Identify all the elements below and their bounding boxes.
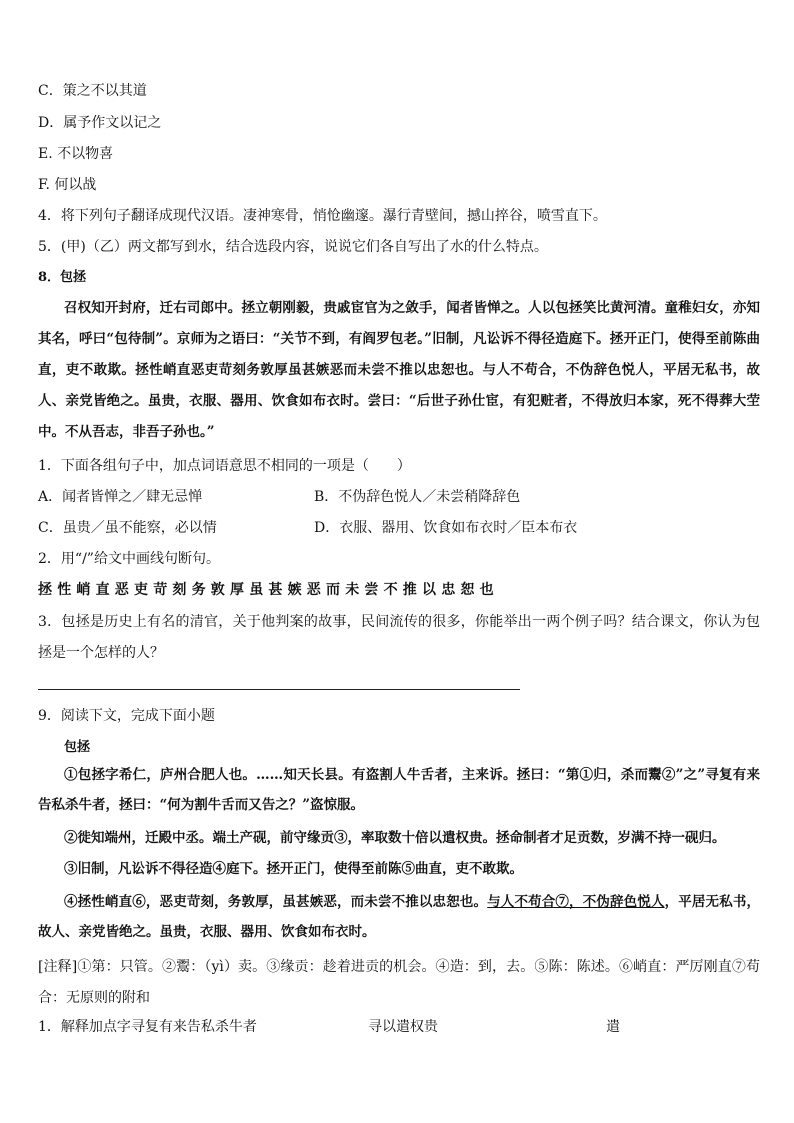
- question-4: 4．将下列句子翻译成现代汉语。凄神寒骨，悄怆幽邃。瀑行青壁间，撼山捽谷，喷雪直下。: [38, 208, 607, 224]
- q1-option-b: B．不伪辞色悦人／未尝稍降辞色: [314, 489, 521, 505]
- q1-row-cd: [38, 518, 760, 538]
- passage-9-paragraph-3: ③旧制，凡讼诉不得径造④庭下。拯开正门，使得至前陈⑤曲直，吏不敢欺。: [64, 861, 523, 877]
- option-e-line: E. 不以物喜: [38, 146, 114, 162]
- passage-9-paragraph-4: [38, 887, 760, 947]
- question-1-stem: 1．下面各组句子中，加点词语意思不相同的一项是（ ）: [38, 458, 411, 474]
- q1-option-a: A．闻者皆惮之／肆无忌惮: [38, 489, 203, 505]
- section-9-stem: 9．阅读下文，完成下面小题: [38, 708, 215, 724]
- option-f-line: F. 何以战: [38, 177, 97, 193]
- question-2-sentence: 拯性峭直恶吏苛刻务敦厚虽甚嫉恶而未尝不推以忠恕也: [38, 582, 499, 598]
- q9-1-item-c: 遣: [606, 1019, 620, 1035]
- annotation-notes: [注释]①第：只管。②鬻：（yì）卖。③缘贡：趁着进贡的机会。④造：到，去。⑤陈：陈述。⑥峭直：严厉刚直⑦苟合：无原则的附和: [38, 959, 760, 1006]
- passage-9-paragraph-1: ①包拯字希仁，庐州合肥人也。……知天长县。有盗割人牛舌者，主来诉。拯曰：“第①归，杀而鬻②”之”寻复有来告私杀牛者，拯曰：“何为割牛舌而又告之？”盗惊服。: [38, 767, 760, 813]
- section-8-title: 8．包拯: [38, 270, 87, 285]
- q1-option-c: C．虽贵／虽不能察，必以情: [38, 520, 217, 536]
- paragraph-4-start: ④拯性峭直⑥，恶吏苛刻，务敦厚，虽甚嫉恶，而未尝不推以忠恕也。: [64, 894, 488, 910]
- question-2-stem: 2．用“/”给文中画线句断句。: [38, 551, 220, 567]
- paragraph-4-end: ，平居无私书，故人、亲党皆绝之。虽贵，衣服、器用、饮食如布衣时。: [38, 894, 761, 940]
- q9-1-stem: 1．解释加点字寻复有来告私杀牛者: [38, 1019, 257, 1035]
- q1-row-ab: [38, 487, 760, 507]
- question-5: 5．(甲)（乙）两文都写到水，结合选段内容，说说它们各自写出了水的什么特点。: [38, 239, 548, 255]
- section-9-title: 包拯: [64, 740, 91, 755]
- section-9-question-1: [38, 1017, 760, 1037]
- q1-option-d: D．衣服、器用、饮食如布衣时／臣本布衣: [314, 520, 578, 536]
- passage-9-paragraph-2: ②徙知端州，迁殿中丞。端土产砚，前守缘贡③，率取数十倍以遣权贵。拯命制者才足贡数，岁满不持一砚归。: [64, 830, 726, 846]
- option-c-line: C．策之不以其道: [38, 83, 147, 99]
- underlined-sentence: 与人不苟合⑦，不伪辞色悦人: [487, 894, 665, 910]
- q9-1-item-b: 寻以遣权贵: [368, 1019, 438, 1035]
- answer-line: [38, 689, 520, 690]
- question-3: 3．包拯是历史上有名的清官，关于他判案的故事，民间流传的很多，你能举出一两个例子吗？结合课文，你认为包拯是一个怎样的人？: [38, 614, 760, 661]
- passage-baozheng-1: 召权知开封府，迁右司郎中。拯立朝刚毅，贵戚宦官为之敛手，闻者皆惮之。人以包拯笑比黄河清。童稚妇女，亦知其名，呼曰“包待制”。京师为之语曰：“关节不到，有阎罗包老。”旧制，凡讼诉不得径造庭下。拯开正门，使得至前陈曲直，吏不敢欺。拯性峭直恶吏苛刻务敦厚虽甚嫉恶而未尝不推以忠恕也。与人不苟合，不伪辞色悦人，平居无私书，故人、亲党皆绝之。虽贵，衣服、器用、饮食如布衣时。尝曰：“后世子孙仕宦，有犯赃者，不得放归本家，死不得葬大茔中。不从吾志，非吾子孙也。”: [38, 300, 760, 440]
- option-d-line: D．属予作文以记之: [38, 115, 162, 131]
